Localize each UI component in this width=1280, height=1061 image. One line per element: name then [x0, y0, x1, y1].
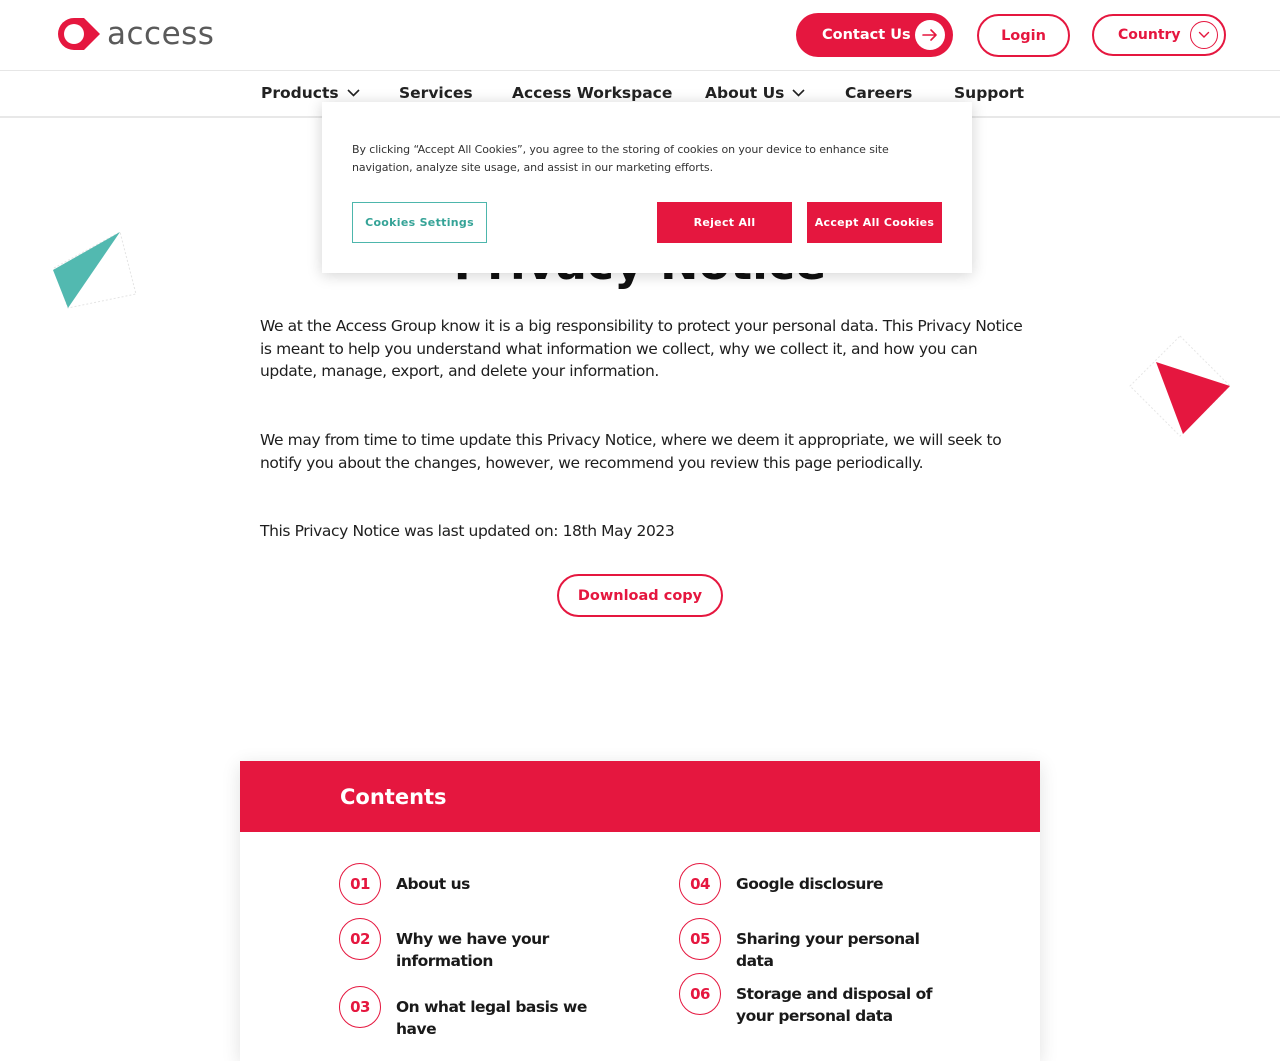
country-selector[interactable]	[1092, 14, 1226, 56]
nav-item-label: Products	[261, 84, 339, 102]
toc-item[interactable]	[339, 863, 611, 905]
nav-item-label: Careers	[845, 84, 913, 102]
toc-label: Sharing your personal data	[736, 930, 920, 970]
chevron-down-icon	[1190, 21, 1218, 49]
intro-paragraph: We at the Access Group know it is a big responsibility to protect your personal data. This Privacy Notice is meant to help you understand what information we collect, why we collect it, and how you can update, manage, export, and delete your information.	[260, 317, 1023, 380]
contents-card	[240, 761, 1040, 1061]
accept-all-cookies-button[interactable]: Accept All Cookies	[807, 202, 942, 243]
toc-number: 04	[679, 863, 721, 905]
download-copy-button[interactable]: Download copy	[557, 574, 723, 617]
reject-all-button[interactable]: Reject All	[657, 202, 792, 243]
arrow-right-icon	[915, 20, 945, 50]
contact-us-button[interactable]	[796, 13, 953, 57]
nav-item-label: About Us	[705, 84, 785, 102]
logo[interactable]	[55, 15, 214, 53]
nav-item-about-us[interactable]	[705, 84, 805, 102]
nav-item-careers[interactable]	[845, 84, 912, 102]
login-button[interactable]: Login	[977, 14, 1070, 57]
toc-number: 05	[679, 918, 721, 960]
contact-us-label: Contact Us	[822, 27, 911, 43]
toc-number: 01	[339, 863, 381, 905]
logo-text: access	[107, 16, 215, 52]
toc-number: 02	[339, 918, 381, 960]
nav-item-label: Support	[954, 84, 1025, 102]
toc-item[interactable]	[679, 918, 951, 972]
country-label: Country	[1118, 27, 1181, 43]
toc-label: Why we have your information	[396, 930, 549, 970]
site-header	[0, 0, 1280, 71]
nav-item-access-workspace[interactable]	[512, 84, 672, 102]
nav-item-support[interactable]	[954, 84, 1024, 102]
cookies-settings-button[interactable]: Cookies Settings	[352, 202, 487, 243]
toc-label: On what legal basis we have	[396, 998, 587, 1038]
chevron-down-icon	[347, 89, 360, 97]
toc-item[interactable]	[679, 863, 951, 905]
cookie-consent-text: By clicking “Accept All Cookies”, you agree to the storing of cookies on your device to enhance site navigation, analyze site usage, and assist in our marketing efforts.	[352, 143, 889, 174]
last-updated-text: This Privacy Notice was last updated on: 18th May 2023	[260, 522, 675, 540]
toc-label: Google disclosure	[736, 875, 884, 893]
red-triangle-decoration	[1128, 334, 1232, 438]
nav-item-products[interactable]	[261, 84, 360, 102]
nav-item-services[interactable]	[399, 84, 473, 102]
toc-item[interactable]	[339, 986, 611, 1040]
logo-mark-icon	[55, 15, 101, 53]
toc-item[interactable]	[339, 918, 611, 972]
update-paragraph: We may from time to time update this Privacy Notice, where we deem it appropriate, we will seek to notify you about the changes, however, we recommend you review this page periodically.	[260, 431, 1002, 472]
nav-item-label: Services	[399, 84, 473, 102]
toc-item[interactable]	[679, 973, 951, 1027]
toc-label: About us	[396, 875, 470, 893]
chevron-down-icon	[792, 89, 805, 97]
toc-label: Storage and disposal of your personal data	[736, 985, 932, 1025]
contents-heading: Contents	[240, 761, 1040, 832]
nav-item-label: Access Workspace	[512, 84, 673, 102]
toc-number: 03	[339, 986, 381, 1028]
cookie-consent-banner	[322, 102, 972, 273]
toc-number: 06	[679, 973, 721, 1015]
